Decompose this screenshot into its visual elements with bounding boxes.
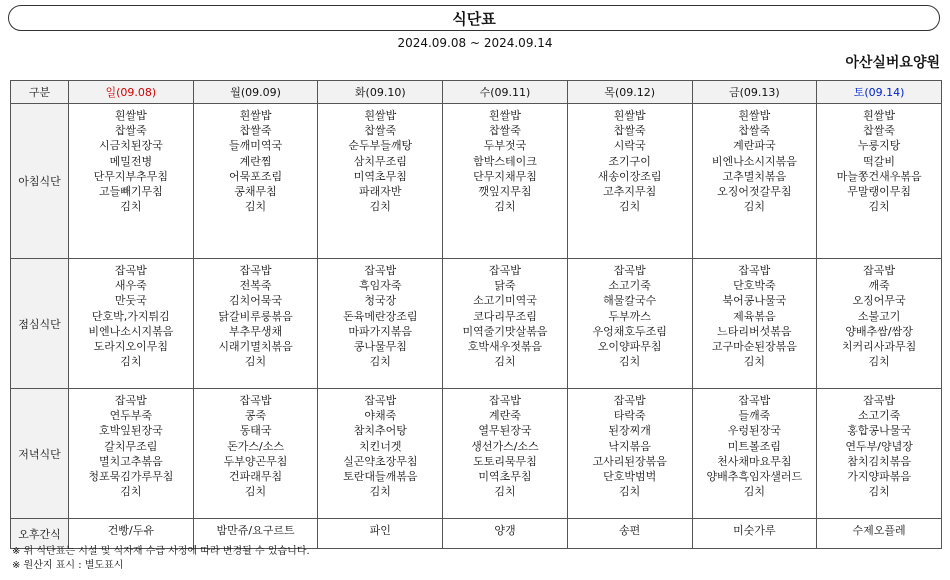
menu-item: 미역초무침 [353,169,407,183]
menu-item: 시래기멸치볶음 [218,340,293,354]
menu-item: 깨죽 [868,279,890,293]
menu-cell [69,389,194,519]
menu-item: 제육볶음 [733,309,776,323]
menu-item: 단호박죽 [733,279,776,293]
menu-item: 양배추흑임자샐러드 [706,470,803,484]
menu-item: 연두부죽 [109,409,153,423]
menu-item: 무말랭이무침 [847,185,911,199]
menu-item: 들깨죽 [738,409,771,423]
menu-item: 잡곡밥 [364,264,397,277]
menu-item: 김치어묵국 [228,294,283,308]
menu-item: 김치 [619,485,641,499]
menu-item: 어묵포조림 [228,169,283,183]
menu-cell [69,104,194,259]
menu-item: 김치 [494,485,516,499]
menu-item: 도토리묵무침 [473,454,537,468]
menu-item: 비엔나소시지볶음 [711,154,797,168]
menu-item: 만둣국 [114,294,147,308]
meal-row [11,389,942,519]
menu-cell [692,259,817,389]
menu-item: 김치 [743,485,765,499]
menu-item: 잡곡밥 [239,394,272,407]
menu-item: 고추지무침 [603,185,657,199]
menu-item: 김치 [120,355,142,369]
menu-item: 새송이장조림 [597,169,662,183]
menu-item: 김치 [868,485,890,499]
menu-item: 계란파국 [733,139,776,153]
menu-cell [318,259,443,389]
menu-item: 소불고기 [857,309,901,323]
menu-cell [318,389,443,519]
menu-cell [817,259,942,389]
menu-item: 계란찜 [239,154,272,168]
day-header: 토(09.14) [817,81,942,104]
menu-item: 닭갈비루룽볶음 [218,309,293,323]
menu-item: 생선가스/소스 [471,439,539,453]
date-range: 2024.09.08 ~ 2024.09.14 [397,36,553,50]
menu-item: 들깨미역국 [228,139,283,153]
menu-item: 잡곡밥 [613,394,646,407]
menu-item: 흑임자죽 [359,279,402,293]
menu-item: 동태국 [239,424,272,438]
menu-item: 타락죽 [613,409,646,423]
menu-item: 단무지채무침 [473,169,537,183]
menu-item: 흰쌀밥 [863,109,896,122]
menu-item: 파래자반 [359,185,402,199]
snack-row [11,519,942,549]
menu-item: 흰쌀밥 [239,109,272,122]
menu-item: 김치 [868,355,890,369]
menu-item: 가지양파볶음 [847,470,911,484]
menu-cell [443,104,568,259]
menu-cell [567,104,692,259]
menu-item: 김치 [120,485,142,499]
menu-item: 미역초무침 [478,470,532,484]
menu-item: 고구마순된장볶음 [711,340,797,354]
menu-item: 깻잎지무침 [478,185,532,199]
menu-item: 토란대들깨볶음 [343,470,418,484]
page-title: 식단표 [8,5,940,31]
menu-item: 닭죽 [494,279,516,293]
menu-item: 오이양파무침 [597,340,662,354]
menu-item: 미역줄기맛살볶음 [462,324,548,338]
menu-item: 흰쌀밥 [489,109,521,122]
menu-item: 김치 [120,200,142,214]
menu-item: 흰쌀밥 [114,109,147,122]
snack-cell: 건빵/두유 [69,519,194,549]
menu-item: 두부젓국 [483,139,527,153]
snack-cell: 미숫가루 [692,519,817,549]
menu-item: 북어콩나물국 [722,294,787,308]
menu-item: 김치 [868,200,890,214]
menu-item: 마늘쫑건새우볶음 [836,169,922,183]
menu-item: 미트볼조림 [727,439,781,453]
menu-item: 치킨너겟 [359,439,402,453]
menu-item: 소고기미역국 [473,294,537,308]
menu-item: 김치 [743,200,765,214]
day-header: 월(09.09) [193,81,318,104]
meal-row [11,259,942,389]
menu-item: 참치추어탕 [353,424,407,438]
menu-item: 고들빼기무침 [98,185,163,199]
menu-item: 찹쌀죽 [613,124,646,138]
menu-item: 김치 [494,355,516,369]
meal-label: 점심식단 [11,259,69,389]
menu-item: 갈치무조림 [104,439,158,453]
menu-item: 우엉채호두조림 [592,324,667,338]
menu-item: 잡곡밥 [114,394,147,407]
menu-cell [193,259,318,389]
menu-item: 오징어무국 [852,294,906,308]
menu-item: 된장찌개 [608,424,651,438]
menu-item: 청국장 [364,294,397,308]
menu-item: 새우죽 [114,279,147,293]
menu-item: 김치 [244,355,267,369]
menu-cell [443,389,568,519]
header-row [11,81,942,104]
menu-item: 김치 [743,355,765,369]
menu-item: 조기구이 [608,154,651,168]
day-header: 수(09.11) [443,81,568,104]
menu-table [10,80,942,549]
menu-item: 잡곡밥 [863,394,896,407]
day-header: 금(09.13) [692,81,817,104]
menu-item: 코다리무조림 [473,309,537,323]
menu-item: 잡곡밥 [863,264,896,277]
day-header: 일(09.08) [69,81,194,104]
menu-item: 건파래무침 [228,470,283,484]
menu-item: 단호박,가지튀김 [91,309,170,323]
menu-item: 떡갈비 [863,154,896,168]
menu-item: 호박새우젓볶음 [467,340,543,354]
menu-item: 야채죽 [364,409,397,423]
menu-item: 잡곡밥 [613,264,646,277]
menu-item: 찹쌀죽 [114,124,147,138]
menu-item: 찹쌀죽 [364,124,397,138]
menu-item: 콩나물무침 [353,340,407,354]
menu-item: 잡곡밥 [489,264,521,277]
menu-item: 두부양곤무침 [223,454,288,468]
menu-cell [193,104,318,259]
org-name: 아산실버요양원 [845,55,940,71]
menu-item: 해물칼국수 [603,294,657,308]
menu-item: 흰쌀밥 [738,109,771,122]
snack-cell: 밤만쥬/요구르트 [193,519,318,549]
menu-item: 멸치고추볶음 [98,454,163,468]
menu-item: 고사리된장볶음 [592,454,667,468]
menu-item: 낙지볶음 [608,439,651,453]
menu-item: 참치김치볶음 [847,454,911,468]
menu-item: 찹쌀죽 [489,124,521,138]
menu-item: 계란죽 [489,409,521,423]
menu-item: 두부까스 [608,309,651,323]
menu-item: 비엔나소시지볶음 [88,324,174,338]
menu-item: 치커리사과무침 [841,340,917,354]
menu-cell [692,104,817,259]
menu-cell [318,104,443,259]
menu-item: 김치 [619,355,641,369]
menu-item: 잡곡밥 [364,394,397,407]
menu-item: 잡곡밥 [738,264,771,277]
menu-item: 김치 [494,200,516,214]
snack-cell: 파인 [318,519,443,549]
menu-item: 김치 [369,485,391,499]
menu-item: 천사채마요무침 [717,454,792,468]
meal-label: 아침식단 [11,104,69,259]
menu-item: 잡곡밥 [239,264,272,277]
menu-item: 단호박범벅 [603,470,657,484]
menu-cell [443,259,568,389]
menu-item: 청포묵김가루무침 [88,470,174,484]
menu-item: 메밀전병 [109,154,153,168]
menu-item: 전복죽 [239,279,272,293]
menu-cell [567,259,692,389]
menu-item: 김치 [619,200,641,214]
menu-item: 느타리버섯볶음 [717,324,792,338]
menu-item: 소고기죽 [608,279,651,293]
menu-item: 김치 [244,200,267,214]
day-header: 화(09.10) [318,81,443,104]
menu-item: 단무지부추무침 [93,169,169,183]
menu-item: 흰쌀밥 [613,109,646,122]
footnotes [12,545,310,573]
menu-item: 찹쌀죽 [738,124,771,138]
menu-item: 콩채무침 [234,185,277,199]
snack-cell: 송편 [567,519,692,549]
menu-item: 잡곡밥 [489,394,521,407]
snack-label: 오후간식 [11,519,69,549]
footnote: ※ 위 식단표는 시설 및 식자재 수급 사정에 따라 변경될 수 있습니다. [12,546,310,557]
menu-item: 김치 [369,200,391,214]
category-header: 구분 [11,81,69,104]
menu-item: 김치 [369,355,391,369]
menu-item: 열무된장국 [478,424,532,438]
menu-item: 삼치무조림 [353,154,407,168]
menu-cell [692,389,817,519]
menu-item: 우렁된장국 [727,424,781,438]
meal-row [11,104,942,259]
menu-cell [69,259,194,389]
menu-item: 찹쌀죽 [239,124,272,138]
menu-item: 마파가지볶음 [348,324,413,338]
menu-item: 김치 [244,485,267,499]
menu-item: 부추무생채 [228,324,283,338]
menu-item: 찹쌀죽 [863,124,896,138]
menu-item: 잡곡밥 [114,264,147,277]
menu-item: 도라지오이무침 [93,340,169,354]
menu-item: 홍합콩나물국 [847,424,911,438]
footnote: ※ 원산지 표시 : 별도표시 [12,560,124,571]
menu-item: 순두부들깨탕 [348,139,413,153]
snack-cell: 수제오플레 [817,519,942,549]
day-header: 목(09.12) [567,81,692,104]
menu-item: 소고기죽 [857,409,901,423]
menu-cell [817,104,942,259]
menu-item: 연두부/양념장 [845,439,913,453]
menu-item: 시락국 [613,139,646,153]
menu-item: 돈가스/소스 [227,439,284,453]
menu-item: 양배추쌈/쌈장 [845,324,913,338]
menu-item: 고추멸치볶음 [722,169,787,183]
menu-item: 시금치된장국 [98,139,163,153]
menu-cell [193,389,318,519]
menu-item: 호박잎된장국 [98,424,163,438]
menu-item: 콩죽 [244,409,267,423]
menu-item: 흰쌀밥 [364,109,397,122]
menu-item: 잡곡밥 [738,394,771,407]
snack-cell: 양갱 [443,519,568,549]
meal-label: 저녁식단 [11,389,69,519]
menu-item: 누룽지탕 [857,139,901,153]
menu-item: 오징어젓갈무침 [717,185,792,199]
menu-cell [567,389,692,519]
menu-item: 실곤약초장무침 [343,454,418,468]
menu-cell [817,389,942,519]
menu-item: 돈육메란장조림 [343,309,418,323]
menu-item: 함박스테이크 [473,154,537,168]
